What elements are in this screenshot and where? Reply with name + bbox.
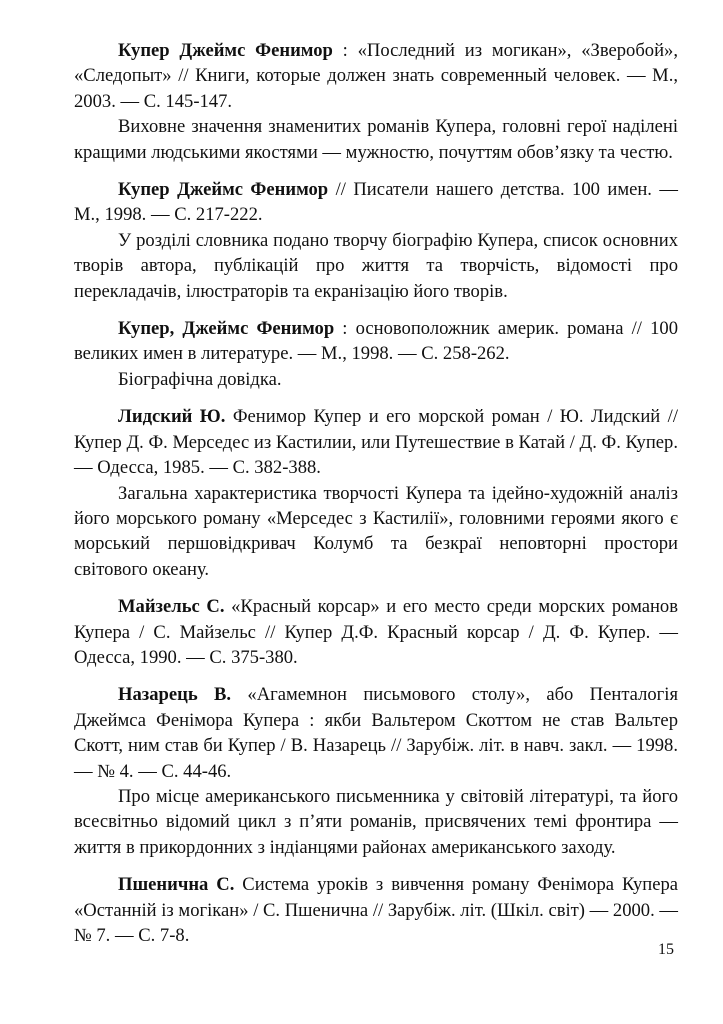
page-number: 15 xyxy=(658,941,674,958)
entry-citation-text: Система уроків з вивчення роману Фенімора Купера «Останній із могікан» / С. Пшенична // Зарубіж. літ. (Шкіл. світ) — 2000. — № 7. — С. 7-8. xyxy=(74,874,679,946)
entry-citation xyxy=(74,594,678,670)
entry-annotation: У розділі словника подано творчу біографію Купера, список основних творів автора, публікацій про життя та творчість, відомості про перекладачів, ілюстраторів та екранізацію його творів. xyxy=(74,229,678,302)
entry-citation xyxy=(74,682,678,784)
entry-annotation: Біографічна довідка. xyxy=(118,368,282,390)
entry-annotation: Загальна характеристика творчості Купера та ідейно-художній аналіз його морського роману «Мерседес з Кастилії», головними героями якого є морський першовідкривач Колумб та безкраї неповторні простори світового океану. xyxy=(74,482,678,580)
bibliography-entry xyxy=(74,177,678,304)
bibliography-entry xyxy=(74,316,678,392)
entry-author: Купер, Джеймс Фенимор xyxy=(118,318,335,340)
bibliography-entry xyxy=(74,594,678,670)
entry-annotation: Про місце американського письменника у світовій літературі, та його всесвітньо відомий цикл з п’яти романів, присвячених темі фронтира — життя в прикордонних з індіанцями районах американського заходу. xyxy=(74,785,678,858)
entry-citation xyxy=(74,404,678,480)
entry-citation-text: «Красный корсар» и его место среди морских романов Купера / С. Майзельс // Купер Д.Ф. Красный корсар / Д. Ф. Купер. — Одесса, 1990. — С. 375-380. xyxy=(74,596,678,668)
entry-annotation: Виховне значення знаменитих романів Купера, головні герої наділені кращими людськими якостями — мужностю, почуттям обов’язку та честю. xyxy=(74,116,678,163)
entry-citation-text: // Писатели нашего детства. 100 имен. — М., 1998. — С. 217-222. xyxy=(74,179,678,226)
bibliography-entry xyxy=(74,682,678,860)
entry-citation-text: : основоположник америк. романа // 100 великих имен в литературе. — М., 1998. — С. 258-262. xyxy=(74,318,678,365)
entry-citation-text: «Агамемнон письмового столу», або Пенталогія Джеймса Фенімора Купера : якби Вальтером Скоттом не став Вальтер Скотт, ним став би Купер / В. Назарець // Зарубіж. літ. в навч. закл. — 1998. — № 4. — С. 44-46. xyxy=(74,684,679,782)
entry-author: Лидский Ю. xyxy=(118,406,226,428)
entry-citation xyxy=(74,177,678,228)
bibliography-entry xyxy=(74,404,678,582)
entry-author: Купер Джеймс Фенимор xyxy=(118,40,333,61)
entry-citation xyxy=(74,316,678,367)
entry-author: Майзельс С. xyxy=(118,596,225,618)
bibliography-entry xyxy=(74,872,678,948)
bibliography-entry xyxy=(74,38,678,165)
entry-citation-text: Фенимор Купер и его морской роман / Ю. Лидский // Купер Д. Ф. Мерседес из Кастилии, или Путешествие в Катай / Д. Ф. Купер. — Одесса, 1985. — С. 382-388. xyxy=(74,406,678,479)
entry-citation xyxy=(74,872,678,948)
entry-citation-text: : «Последний из могикан», «Зверобой», «Следопыт» // Книги, которые должен знать современный человек. — М., 2003. — С. 145-147. xyxy=(74,40,678,112)
entry-citation xyxy=(74,38,678,114)
entry-author: Назарець В. xyxy=(118,684,232,706)
bibliography-page xyxy=(74,38,678,960)
entry-author: Купер Джеймс Фенимор xyxy=(118,179,329,201)
entry-author: Пшенична С. xyxy=(118,874,235,896)
